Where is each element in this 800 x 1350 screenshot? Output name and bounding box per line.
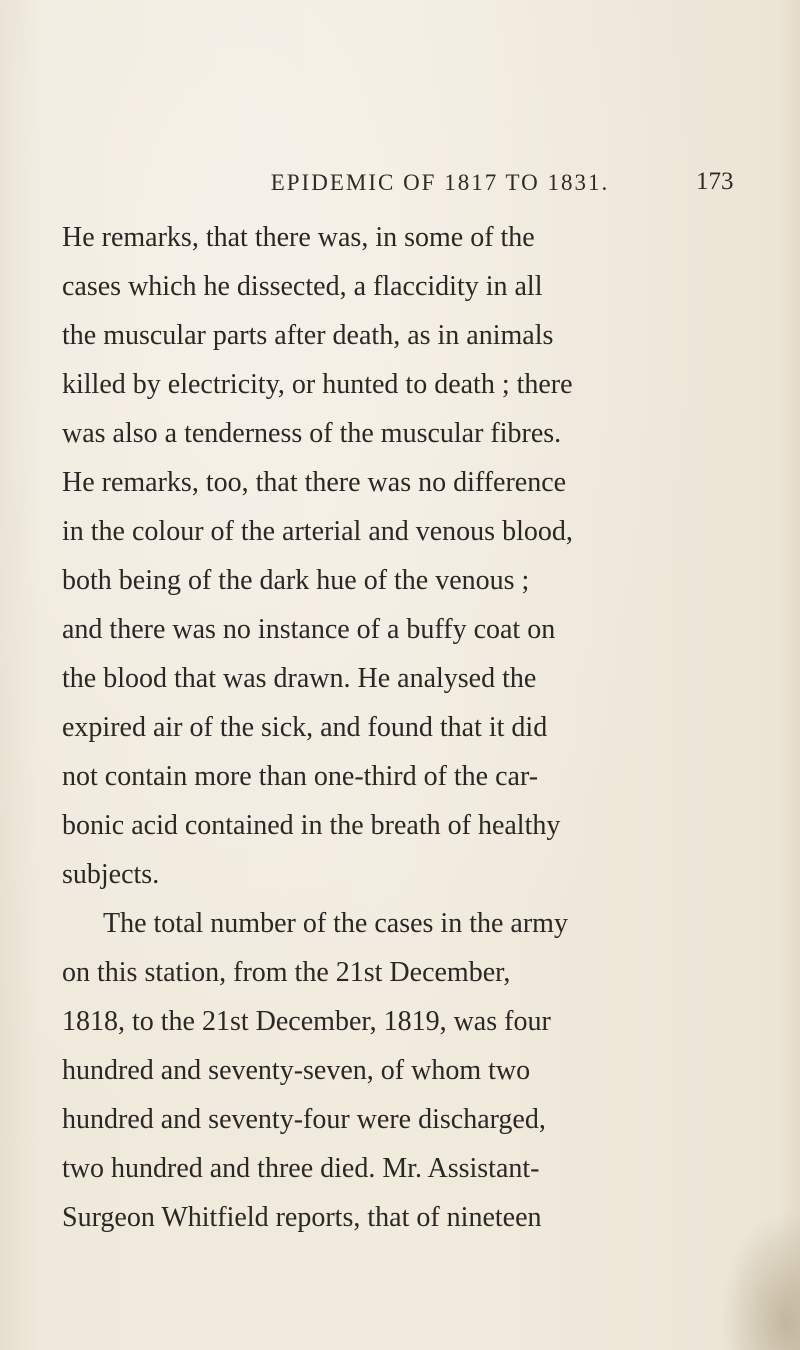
- text-line-7: in the colour of the arterial and venous blood,: [62, 516, 573, 547]
- page-stain: [720, 1210, 800, 1350]
- text-line-5: was also a tenderness of the muscular fibres.: [62, 418, 562, 449]
- page-number: 173: [696, 168, 734, 195]
- text-line-16: on this station, from the 21st December,: [62, 957, 511, 988]
- text-line-1: He remarks, that there was, in some of the: [62, 222, 535, 253]
- text-line-9: and there was no instance of a buffy coat on: [62, 614, 556, 645]
- text-line-12: not contain more than one-third of the car-: [62, 761, 539, 792]
- text-line-3: the muscular parts after death, as in animals: [62, 320, 554, 351]
- text-line-6: He remarks, too, that there was no difference: [62, 467, 567, 498]
- text-line-2: cases which he dissected, a flaccidity in all: [62, 271, 543, 302]
- running-title: EPIDEMIC OF 1817 TO 1831.: [270, 170, 610, 195]
- text-line-11: expired air of the sick, and found that it did: [62, 712, 548, 743]
- text-line-15: The total number of the cases in the army: [103, 908, 568, 939]
- text-line-18: hundred and seventy-seven, of whom two: [62, 1055, 531, 1086]
- running-head: [271, 170, 610, 196]
- text-line-17: 1818, to the 21st December, 1819, was four: [62, 1006, 551, 1037]
- text-line-10: the blood that was drawn. He analysed the: [62, 663, 537, 694]
- text-line-19: hundred and seventy-four were discharged,: [62, 1104, 546, 1135]
- text-line-14: subjects.: [62, 859, 160, 890]
- text-line-13: bonic acid contained in the breath of healthy: [62, 810, 561, 841]
- text-line-8: both being of the dark hue of the venous ;: [62, 565, 530, 596]
- text-line-21: Surgeon Whitfield reports, that of nineteen: [62, 1202, 542, 1233]
- text-line-4: killed by electricity, or hunted to death ; there: [62, 369, 573, 400]
- text-line-20: two hundred and three died. Mr. Assistant-: [62, 1153, 540, 1184]
